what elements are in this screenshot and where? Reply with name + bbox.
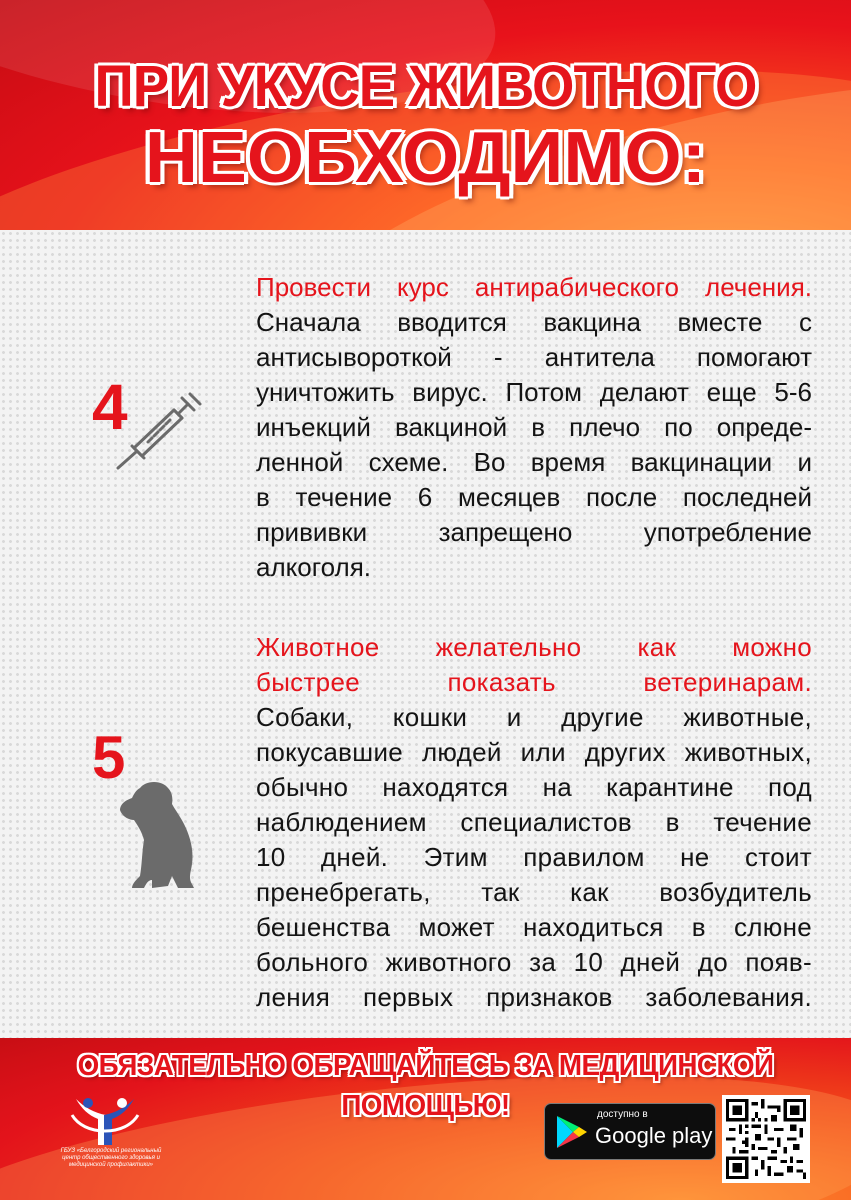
google-play-label: Google play [595, 1123, 713, 1148]
step-4-line: в течение 6 месяцев после последней [256, 482, 812, 512]
org-name: ГБУЗ «Белгородский региональный центр общественного здоровья и медицинской профилактики» [60, 1148, 162, 1168]
step-4-line: уничтожить вирус. Потом делают еще 5-6 [256, 377, 812, 407]
step-5-line: пренебрегать, так как возбудитель [256, 877, 812, 907]
step-5-line: Собаки, кошки и другие животные, [256, 702, 812, 732]
google-play-caption: доступно в [597, 1109, 648, 1120]
step-5-line: покусавшие людей или других животных, [256, 737, 812, 767]
step-4-line: антисывороткой - антитела помогают [256, 342, 812, 372]
page-title-line1: ПРИ УКУСЕ ЖИВОТНОГО [94, 54, 757, 119]
step-number-5: 5 [92, 724, 126, 791]
step-4-line: Сначала вводится вакцина вместе с [256, 307, 812, 337]
step-4-line: прививки запрещено употребление [256, 517, 812, 547]
org-logo-icon [68, 1095, 142, 1147]
qr-code [722, 1095, 810, 1183]
qr-code-icon [726, 1099, 806, 1179]
dog-icon [118, 780, 200, 890]
page-title-line2: НЕОБХОДИМО: [144, 118, 707, 198]
step-4-line: ленной схеме. Во время вакцинации и [256, 447, 812, 477]
org-logo [60, 1095, 150, 1185]
step-5-heading: Животное желательно как можно [256, 632, 812, 662]
syringe-icon [112, 390, 204, 472]
step-5-line: 10 дней. Этим правилом не стоит [256, 842, 812, 872]
step-5-line: обычно находятся на карантине под [256, 772, 812, 802]
step-4-text [256, 270, 812, 585]
step-5-line: больного животного за 10 дней до появ- [256, 947, 812, 977]
step-5-line: ления первых признаков заболевания. [256, 982, 812, 1012]
step-4-line: алкоголя. [256, 552, 372, 582]
step-5-line: бешенства может находиться в слюне [256, 912, 812, 942]
step-5-text [256, 630, 812, 1015]
step-5-heading: быстрее показать ветеринарам. [256, 667, 812, 697]
google-play-icon [555, 1114, 589, 1150]
step-5-line: наблюдением специалистов в течение [256, 807, 812, 837]
footer-call-to-action: ОБЯЗАТЕЛЬНО ОБРАЩАЙТЕСЬ ЗА МЕДИЦИНСКОЙ ПОМОЩЬЮ! [77, 1050, 774, 1122]
step-4-heading: Провести курс антирабического лечения. [256, 272, 812, 302]
step-number-4: 4 [92, 371, 128, 443]
google-play-badge[interactable] [544, 1103, 716, 1160]
header-banner [0, 0, 851, 230]
step-4-line: инъекций вакциной в плечо по опреде- [256, 412, 812, 442]
